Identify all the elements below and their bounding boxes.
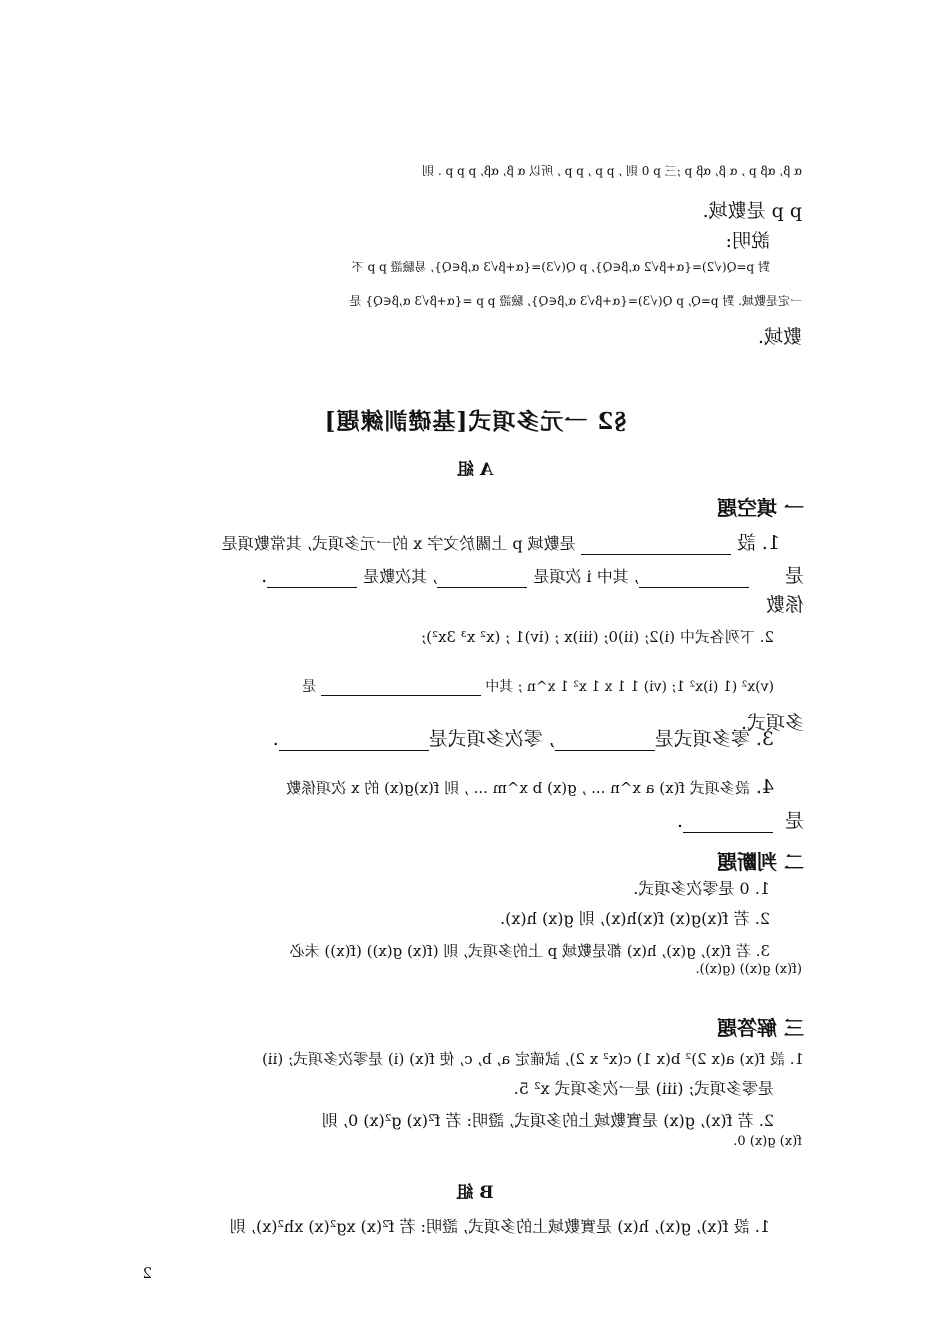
p1-q4-text-b: 是	[784, 810, 804, 832]
answer-blank[interactable]	[437, 571, 527, 588]
p2-item-2: 2. 若 f(x)g(x) f(x)h(x), 則 g(x) h(x).	[500, 909, 770, 928]
p1-q1-line2	[261, 561, 804, 588]
p3-q1-line1: 1. 設 f(x) a(x 2)² b(x 1) c(x² x 2), 試確定 a, b, c, 使 f(x) (i) 是零次多項式; (ii)	[262, 1050, 804, 1068]
p1-q1-line2c: , 其次數是	[363, 567, 438, 586]
p3-q1-line2: 是零多項式; (iii) 是一次多項式 x² 5.	[513, 1079, 774, 1098]
p1-q1-text-b: 是數域 p 上關於文字 x 的一元多項式, 其常數項是	[221, 534, 581, 553]
p1-q4-line2	[677, 806, 804, 833]
p1-q1-line2b: , 其中 i 次項是	[533, 567, 639, 586]
p3-q2-line1: 2. 若 f(x), g(x) 是實數域上的多項式, 證明: 若 f²(x) g²(x) 0, 則	[321, 1111, 774, 1130]
p1-q4-line1	[286, 776, 774, 798]
p1-q3	[273, 724, 774, 751]
p1-q4-num: 4.	[755, 776, 774, 798]
p1-q2-line3: 多項式.	[740, 712, 804, 734]
answer-blank[interactable]	[555, 734, 655, 751]
answer-blank[interactable]	[267, 571, 357, 588]
answer-blank[interactable]	[683, 816, 773, 833]
answer-blank[interactable]	[581, 538, 731, 555]
p1-q3-text-c: .	[272, 728, 279, 750]
p3-q2-line2: f(x) g(x) 0.	[733, 1134, 802, 1149]
p1-q2-line1	[421, 626, 774, 647]
intro-line-4: 對 p=Q(√2)={α+β√2 α,β∈Q}, p Q(√3)={α+β√3 α,β∈Q}, 易驗證 p p 不	[351, 260, 770, 274]
p2-item-3: 3. 若 f(x), g(x), h(x) 都是數域 p 上的多項式, 則 (f(x) g(x)) (f(x)) 未必	[289, 942, 770, 960]
p1-q2-num: 2.	[759, 628, 774, 646]
p1-q2-line2	[302, 676, 774, 696]
p1-q4-text-c: .	[676, 810, 683, 832]
part3-heading: 三 解答題	[717, 1016, 804, 1040]
intro-line-5: 一定是數域. 對 p=Q, p Q(√3)={α+β√3 α,β∈Q}, 驗證 p p ={α+β√3 α,β∈Q} 是	[349, 294, 802, 308]
p1-q1-line1	[222, 528, 780, 555]
page-number: 2	[142, 1264, 152, 1282]
p1-q3-text-b: , 零次多項式是	[428, 728, 555, 750]
group-a-label: A 組	[456, 460, 494, 480]
answer-blank[interactable]	[639, 571, 749, 588]
p1-q1-num: 1.	[761, 532, 780, 554]
p2-item-4: (f(x) g(x)) (g(x)).	[695, 962, 802, 977]
answer-blank[interactable]	[321, 679, 481, 696]
p1-q1-line2a: 是	[784, 565, 804, 587]
intro-line-6: 數域.	[757, 326, 802, 348]
p1-q4-text-a: 設多項式 f(x) a x^n ... , g(x) b x^m ... , 則 f(x)g(x) 的 x 次項係數	[286, 779, 750, 797]
group-b-label: B 組	[456, 1183, 494, 1203]
part2-heading: 二 判斷題	[717, 850, 804, 874]
p1-q1-text-a: 設	[730, 532, 756, 554]
p1-q3-num: 3.	[755, 728, 774, 750]
p2-item-1: 1. 0 是零次多項式.	[633, 879, 770, 898]
p1-q2-line2a: (v)x² (1 (i)x² 1; (vi) 1 1 x 1 x² 1 x^n ; 其中	[485, 679, 774, 695]
part1-heading: 一 填空題	[717, 496, 804, 520]
p1-q1-line2d: .	[261, 565, 268, 587]
intro-line-2: p p 是數域.	[702, 200, 802, 222]
p1-q2-line2b: 是	[302, 679, 317, 695]
p1-q1-line3: 係數	[765, 594, 804, 616]
p1-q3-text-a: 零多項式是	[654, 728, 750, 750]
section-title: §2 一元多項式[基礎訓練題]	[323, 408, 627, 435]
answer-blank[interactable]	[279, 734, 429, 751]
p1-q2-text: 下列各式中 (i)2; (ii)0; (iii)x ; (iv)1 ; (x² x³ 3x²);	[421, 628, 755, 646]
intro-line-1: α β, αβ p , α β, αβ p ;三 p 0 則 , p p , p p , 所以 α β, αβ, p p p . 則	[422, 164, 802, 178]
intro-line-3: 說明:	[725, 230, 770, 252]
pb-q1: 1. 設 f(x), g(x), h(x) 是實數域上的多項式, 證明: 若 f²(x) xg²(x) xh²(x), 則	[229, 1217, 770, 1236]
